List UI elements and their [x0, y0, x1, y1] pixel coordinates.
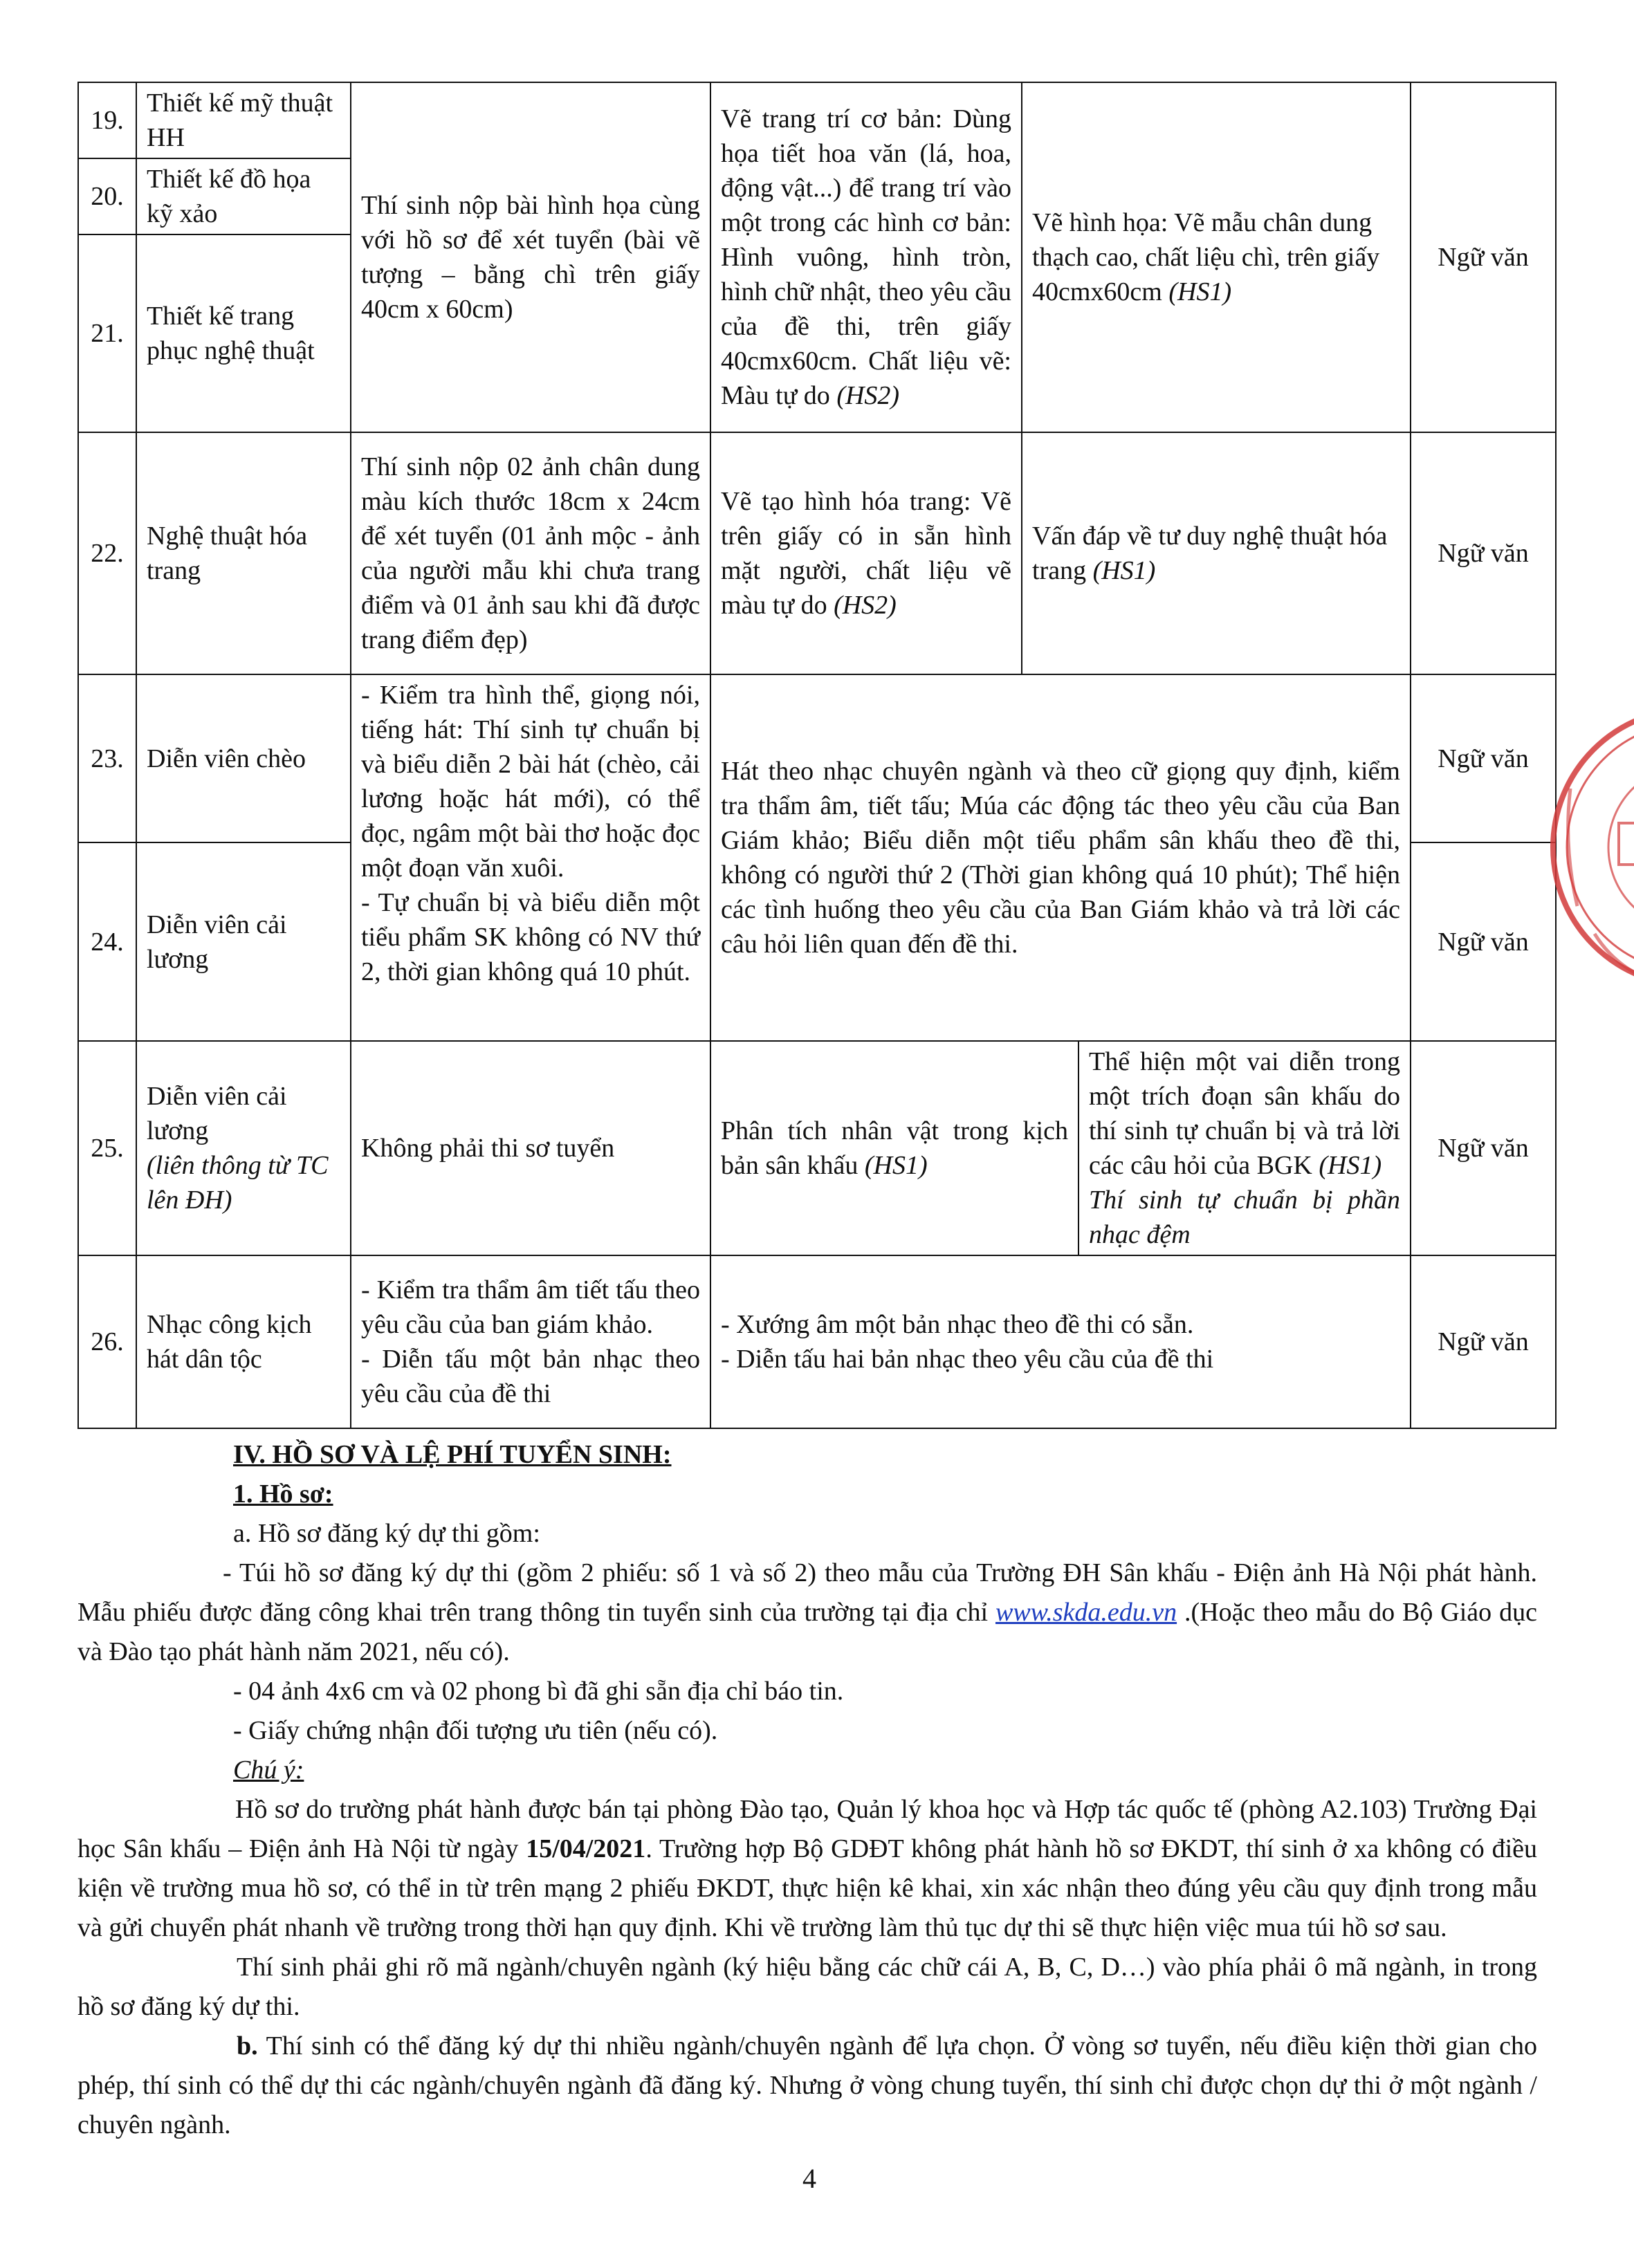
major-name: Thiết kế mỹ thuật HH	[136, 82, 351, 158]
preliminary-cell: Không phải thi sơ tuyển	[351, 1041, 710, 1255]
table-row	[78, 82, 1556, 158]
exam1-cell: Phân tích nhân vật trong kịch bản sân khấu (HS1)	[710, 1041, 1078, 1255]
page-number: 4	[802, 2163, 816, 2194]
subject-cell: Ngữ văn	[1411, 1041, 1556, 1255]
row-number: 20.	[78, 158, 136, 234]
table-row	[78, 1041, 1556, 1255]
preliminary-cell: Thí sinh nộp 02 ảnh chân dung màu kích thước 18cm x 24cm để xét tuyển (01 ảnh mộc - ảnh của người mẫu khi chưa trang điểm và 01 ảnh sau khi đã được trang điểm đẹp)	[351, 432, 710, 674]
subsection-heading: 1. Hồ sơ:	[233, 1479, 333, 1509]
preliminary-cell: - Kiểm tra thẩm âm tiết tấu theo yêu cầu của ban giám khảo. - Diễn tấu một bản nhạc theo yêu cầu của đề thi	[351, 1255, 710, 1428]
row-number: 24.	[78, 842, 136, 1041]
exam2-cell: Vấn đáp về tư duy nghệ thuật hóa trang (HS1)	[1022, 432, 1411, 674]
row-number: 26.	[78, 1255, 136, 1428]
subject-cell: Ngữ văn	[1411, 1255, 1556, 1428]
major-name: Nghệ thuật hóa trang	[136, 432, 351, 674]
subject-cell: Ngữ văn	[1411, 82, 1556, 432]
registration-section	[77, 1435, 1537, 2145]
exam1-cell: Vẽ trang trí cơ bản: Dùng họa tiết hoa văn (lá, hoa, động vật...) để trang trí vào một trong các hình cơ bản: Hình vuông, hình tròn, hình chữ nhật, theo yêu cầu của đề thi, trên giấy 40cmx60cm. Chất liệu vẽ: Màu tự do (HS2)	[710, 82, 1022, 432]
major-name: Diễn viên chèo	[136, 674, 351, 842]
paragraph: a. Hồ sơ đăng ký dự thi gồm:	[233, 1519, 540, 1548]
preliminary-cell: Thí sinh nộp bài hình họa cùng với hồ sơ để xét tuyển (bài vẽ tượng – bằng chì trên giấy 40cm x 60cm)	[351, 82, 710, 432]
exam-cell: - Xướng âm một bản nhạc theo đề thi có sẵn. - Diễn tấu hai bản nhạc theo yêu cầu của đề thi	[710, 1255, 1411, 1428]
paragraph: Hồ sơ do trường phát hành được bán tại phòng Đào tạo, Quản lý khoa học và Hợp tác quốc tế (phòng A2.103) Trường Đại học Sân khấu – Điện ảnh Hà Nội từ ngày 15/04/2021. Trường hợp Bộ GDĐT không phát hành hồ sơ ĐKDT, thí sinh ở xa không có điều kiện về trường mua hồ sơ, có thể in từ trên mạng 2 phiếu ĐKDT, thực hiện kê khai, xin xác nhận theo đúng yêu cầu quy định trong mẫu và gửi chuyển phát nhanh về trường trong thời hạn quy định. Khi về trường làm thủ tục dự thi sẽ thực hiện việc mua túi hồ sơ sau.	[77, 1795, 1537, 1942]
row-number: 21.	[78, 234, 136, 432]
major-name: Nhạc công kịch hát dân tộc	[136, 1255, 351, 1428]
subject-cell: Ngữ văn	[1411, 432, 1556, 674]
major-name: Thiết kế trang phục nghệ thuật	[136, 234, 351, 432]
row-number: 23.	[78, 674, 136, 842]
note-label: Chú ý:	[233, 1755, 304, 1785]
preliminary-cell: - Kiểm tra hình thể, giọng nói, tiếng hát: Thí sinh tự chuẩn bị và biểu diễn 2 bài hát (chèo, cải lương hoặc hát mới), có thể đọc, ngâm một bài thơ hoặc đọc một đoạn văn xuôi. - Tự chuẩn bị và biểu diễn một tiểu phẩm SK không có NV thứ 2, thời gian không quá 10 phút.	[351, 674, 710, 1041]
paragraph: - 04 ảnh 4x6 cm và 02 phong bì đã ghi sẵn địa chỉ báo tin.	[233, 1677, 844, 1706]
paragraph: - Giấy chứng nhận đối tượng ưu tiên (nếu có).	[233, 1716, 718, 1745]
subject-cell: Ngữ văn	[1411, 674, 1556, 842]
admission-table	[77, 82, 1556, 1429]
row-number: 19.	[78, 82, 136, 158]
major-name: Diễn viên cải lương	[136, 842, 351, 1041]
section-heading: IV. HỒ SƠ VÀ LỆ PHÍ TUYỂN SINH:	[233, 1440, 672, 1469]
table-row	[78, 432, 1556, 674]
subject-cell: Ngữ văn	[1411, 842, 1556, 1041]
exam1-cell: Vẽ tạo hình hóa trang: Vẽ trên giấy có in sẵn hình mặt người, chất liệu vẽ màu tự do (HS2)	[710, 432, 1022, 674]
red-seal-stamp	[1529, 685, 1634, 1010]
paragraph: - Túi hồ sơ đăng ký dự thi (gồm 2 phiếu: số 1 và số 2) theo mẫu của Trường ĐH Sân khấu - Điện ảnh Hà Nội phát hành. Mẫu phiếu được đăng công khai trên trang thông tin tuyển sinh của trường tại địa chỉ www.skda.edu.vn .(Hoặc theo mẫu do Bộ Giáo dục và Đào tạo phát hành năm 2021, nếu có).	[77, 1558, 1537, 1666]
exam2-cell: Thể hiện một vai diễn trong một trích đoạn sân khấu do thí sinh tự chuẩn bị và trả lời các câu hỏi của BGK (HS1) Thí sinh tự chuẩn bị phần nhạc đệm	[1078, 1041, 1411, 1255]
exam-cell: Hát theo nhạc chuyên ngành và theo cữ giọng quy định, kiểm tra thẩm âm, tiết tấu; Múa các động tác theo yêu cầu của Ban Giám khảo; Biểu diễn một tiểu phẩm sân khấu theo đề thi, không có người thứ 2 (Thời gian không quá 10 phút); Thể hiện các tình huống theo yêu cầu của Ban Giám khảo và trả lời các câu hỏi liên quan đến đề thi.	[710, 674, 1411, 1041]
paragraph: b. Thí sinh có thể đăng ký dự thi nhiều ngành/chuyên ngành để lựa chọn. Ở vòng sơ tuyển, nếu điều kiện thời gian cho phép, thí sinh có thể dự thi các ngành/chuyên ngành đã đăng ký. Nhưng ở vòng chung tuyển, thí sinh chỉ được chọn dự thi ở một ngành / chuyên ngành.	[77, 2031, 1537, 2139]
table-row	[78, 674, 1556, 842]
table-row	[78, 1255, 1556, 1428]
row-number: 25.	[78, 1041, 136, 1255]
paragraph: Thí sinh phải ghi rõ mã ngành/chuyên ngành (ký hiệu bằng các chữ cái A, B, C, D…) vào phía phải ô mã ngành, in trong hồ sơ đăng ký dự thi.	[77, 1953, 1537, 2021]
major-name: Thiết kế đồ họa kỹ xảo	[136, 158, 351, 234]
row-number: 22.	[78, 432, 136, 674]
major-name: Diễn viên cải lương (liên thông từ TC lên ĐH)	[136, 1041, 351, 1255]
website-link[interactable]: www.skda.edu.vn	[995, 1598, 1177, 1627]
exam2-cell: Vẽ hình họa: Vẽ mẫu chân dung thạch cao, chất liệu chì, trên giấy 40cmx60cm (HS1)	[1022, 82, 1411, 432]
